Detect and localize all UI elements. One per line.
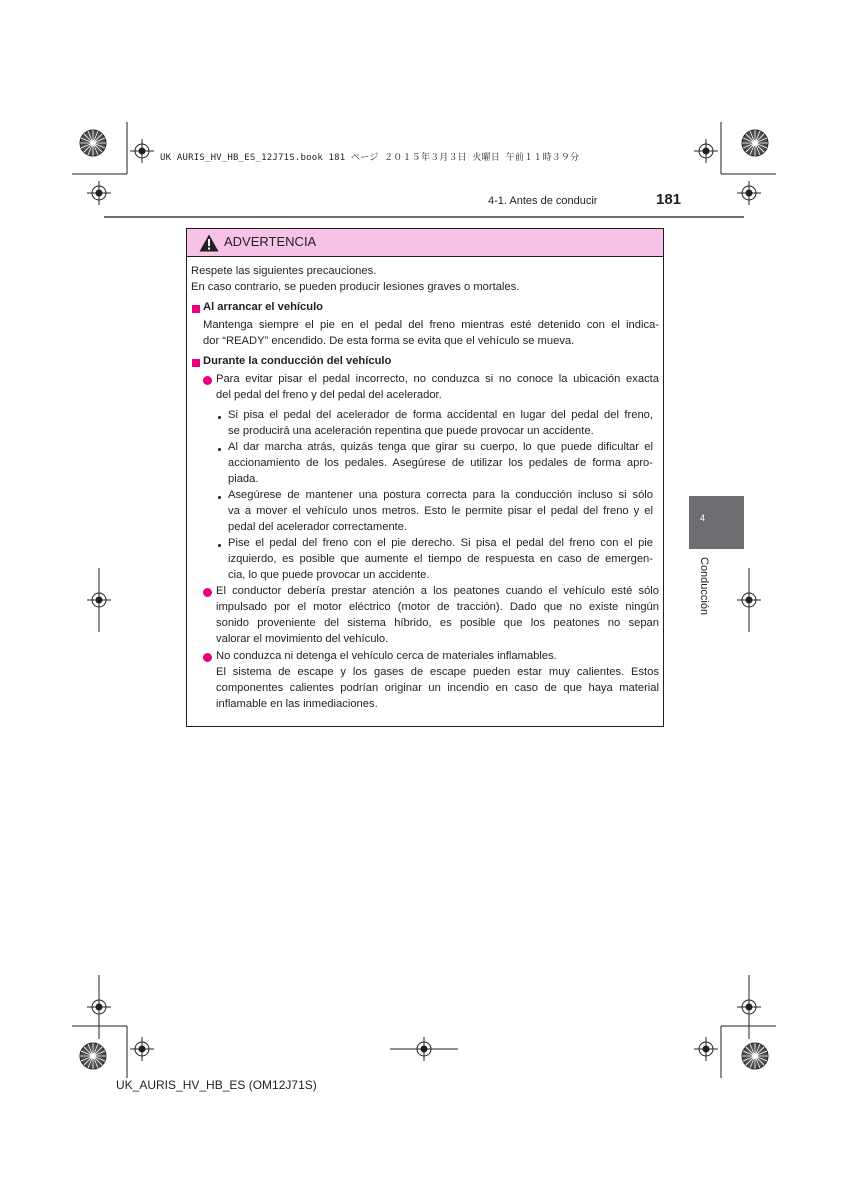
warning-triangle-icon xyxy=(199,234,219,252)
list-item-line: componentes calientes podrían originar un incendio en caso de que haya material xyxy=(216,682,659,694)
list-item-line: sonido proveniente del sistema híbrido, es posible que los peatones no sepan xyxy=(216,617,659,629)
list-dot-bullet xyxy=(203,376,212,385)
print-slug: UK AURIS_HV_HB_ES_12J71S.book 181 ページ ２０１５年３月３日 火曜日 午前１１時３９分 xyxy=(160,153,580,163)
sub-item-line: Al dar marcha atrás, quizás tenga que girar su cuerpo, lo que puede dificultar el xyxy=(228,441,653,453)
chapter-tab-label: Conducción xyxy=(698,557,710,616)
sub-item-line: se producirá una aceleración repentina que puede provocar un accidente. xyxy=(228,425,594,437)
page-number: 181 xyxy=(656,191,682,208)
header-rule xyxy=(104,216,744,218)
list-item-line: El conductor debería prestar atención a los peatones cuando el vehículo esté sólo xyxy=(216,585,659,597)
sub-bullet xyxy=(218,416,221,419)
sub-item-line: piada. xyxy=(228,473,259,485)
sub-item-line: cia, lo que puede provocar un accidente. xyxy=(228,569,430,581)
sub-bullet xyxy=(218,496,221,499)
section-title-conduccion: Durante la conducción del vehículo xyxy=(203,355,392,367)
registration-mark-icon xyxy=(80,130,106,156)
list-item-line: valorar el movimiento del vehículo. xyxy=(216,633,389,645)
list-item-line: Para evitar pisar el pedal incorrecto, no conduzca si no conoce la ubicación exacta xyxy=(216,373,659,385)
footer-code: UK_AURIS_HV_HB_ES (OM12J71S) xyxy=(116,1078,317,1092)
list-item-line: impulsado por el motor eléctrico (motor de tracción). Dado que no existe ningún xyxy=(216,601,659,613)
list-item-line: del pedal del freno y del pedal del acelerador. xyxy=(216,389,442,401)
section-square-bullet xyxy=(192,305,200,313)
sub-item-line: pedal del acelerador correctamente. xyxy=(228,521,408,533)
registration-mark-icon xyxy=(694,139,718,163)
registration-mark-icon xyxy=(694,1037,718,1061)
list-dot-bullet xyxy=(203,653,212,662)
section-line: dor “READY” encendido. De esta forma se evita que el vehículo se mueva. xyxy=(203,335,575,347)
intro-line: En caso contrario, se pueden producir lesiones graves o mortales. xyxy=(191,281,520,293)
registration-mark-icon xyxy=(742,1043,768,1069)
registration-mark-icon xyxy=(737,181,761,205)
sub-item-line: accionamiento de los pedales. Asegúrese de utilizar los pedales de forma apro- xyxy=(228,457,653,469)
intro-line: Respete las siguientes precauciones. xyxy=(191,265,377,277)
warning-box xyxy=(186,228,664,727)
registration-mark-icon xyxy=(130,139,154,163)
list-item-line: inflamable en las inmediaciones. xyxy=(216,698,378,710)
sub-item-line: va a mover el vehículo unos metros. Esto le permite pisar el pedal del freno y el xyxy=(228,505,653,517)
list-dot-bullet xyxy=(203,588,212,597)
registration-mark-icon xyxy=(87,181,111,205)
sub-bullet xyxy=(218,448,221,451)
registration-mark-icon xyxy=(130,1037,154,1061)
list-item-line: No conduzca ni detenga el vehículo cerca de materiales inflamables. xyxy=(216,650,557,662)
chapter-tab-number: 4 xyxy=(700,513,706,523)
list-item-line: El sistema de escape y los gases de escape pueden estar muy calientes. Estos xyxy=(216,666,659,678)
section-title-arranque: Al arrancar el vehículo xyxy=(203,301,324,313)
sub-item-line: Asegúrese de mantener una postura correcta para la conducción incluso si sólo xyxy=(228,489,653,501)
sub-item-line: Pise el pedal del freno con el pie derecho. Si pisa el pedal del freno con el pie xyxy=(228,537,653,549)
warning-header xyxy=(187,229,663,257)
sub-item-line: izquierdo, es posible que aumente el tiempo de respuesta en caso de emergen- xyxy=(228,553,653,565)
sub-item-line: Si pisa el pedal del acelerador de forma accidental en lugar del pedal del freno, xyxy=(228,409,653,421)
section-line: Mantenga siempre el pie en el pedal del freno mientras esté detenido con el indica- xyxy=(203,319,659,331)
chapter-tab xyxy=(689,496,744,549)
registration-mark-icon xyxy=(80,1043,106,1069)
registration-mark-icon xyxy=(742,130,768,156)
sub-bullet xyxy=(218,544,221,547)
running-header-section: 4-1. Antes de conducir xyxy=(488,195,598,207)
warning-title: ADVERTENCIA xyxy=(224,234,317,249)
section-square-bullet xyxy=(192,359,200,367)
